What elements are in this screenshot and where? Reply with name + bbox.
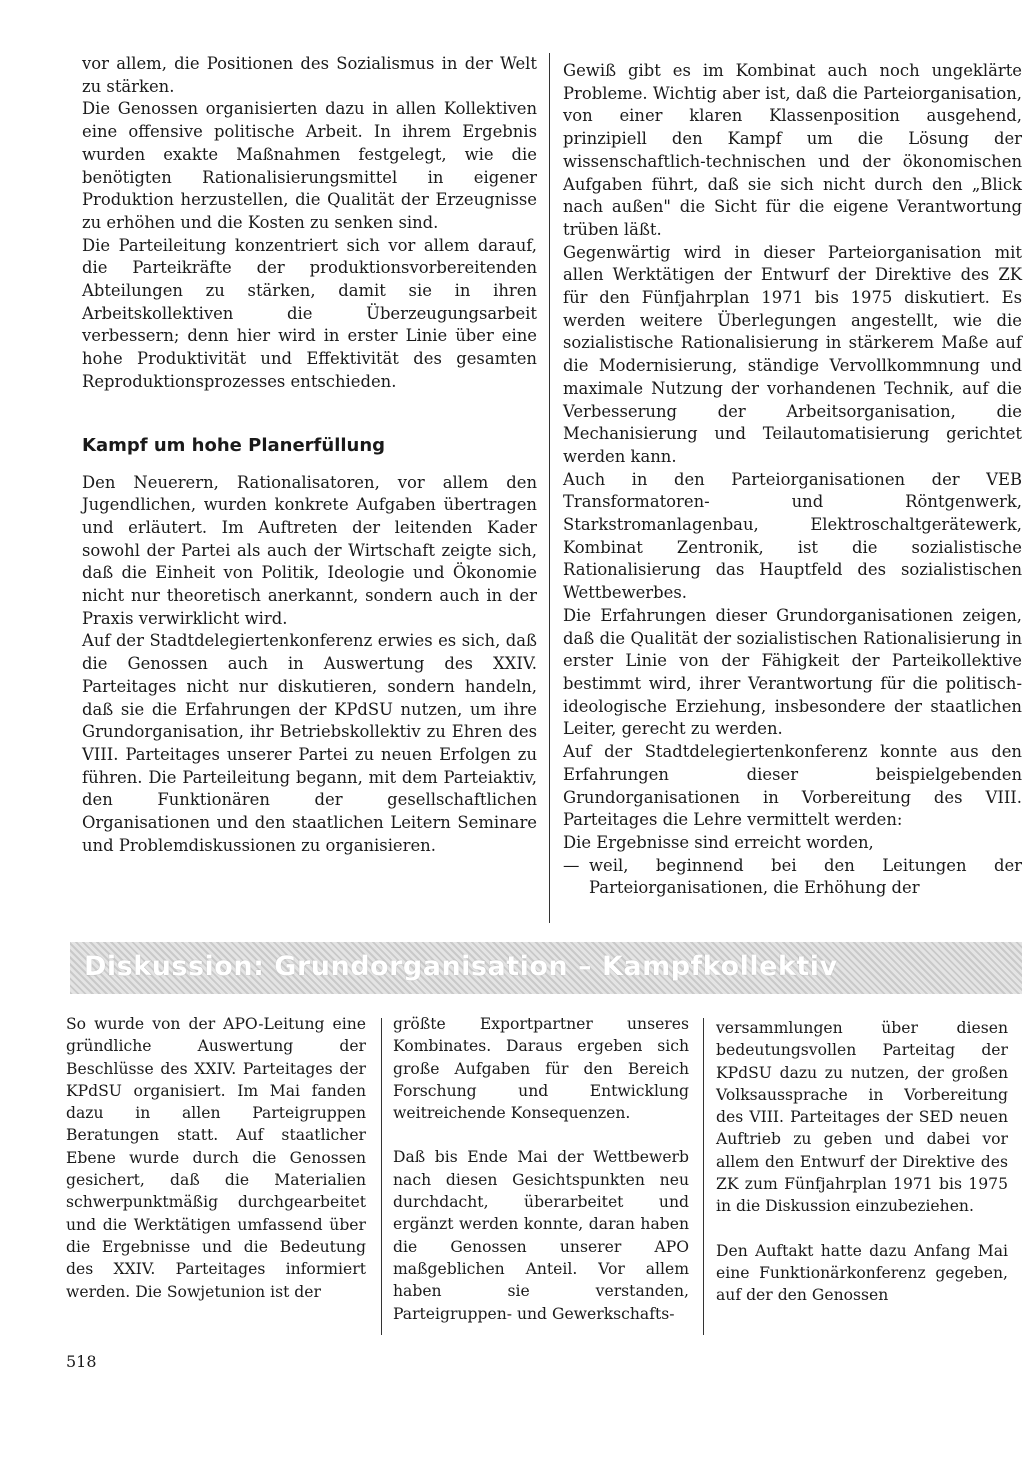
paragraph: Die Erfahrungen dieser Grundorganisationen zeigen, daß die Qualität der sozialistischen Rationalisierung in erster Linie von der Fähigkeit der Parteikollektive bestimmt wird, ihrer Verantwortung für die politisch-ideologische Erziehung, insbesondere der staatlichen Leiter, gerecht zu werden. [563, 605, 1022, 739]
page-number: 518 [66, 1352, 97, 1371]
upper-right-column [563, 60, 1022, 900]
column-divider [703, 1018, 704, 1335]
paragraph-gap [393, 1124, 689, 1146]
paragraph: Den Neuerern, Rationalisatoren, vor allem den Jugendlichen, wurden konkrete Aufgaben übertragen und erläutert. Im Auftreten der leitenden Kader sowohl der Partei als auch der Wirtschaft zeigte sich, daß die Einheit von Politik, Ideologie und Ökonomie nicht nur theoretisch anerkannt, sondern auch in der Praxis verwirklicht wird. [82, 472, 537, 628]
paragraph: vor allem, die Positionen des Sozialismus in der Welt zu stärken. [82, 54, 537, 96]
paragraph: Auf der Stadtdelegiertenkonferenz konnte aus den Erfahrungen dieser beispielgebenden Grundorganisationen in Vorbereitung des VIII. Parteitages die Lehre vermittelt werden: [563, 742, 1022, 830]
dash-list-item [563, 855, 1022, 900]
paragraph: Auf der Stadtdelegiertenkonferenz erwies es sich, daß die Genossen auch in Auswertung des XXIV. Parteitages nicht nur diskutieren, sondern handeln, daß sie die Erfahrungen der KPdSU nutzen, um ihre Grundorganisation, ihr Betriebskollektiv zu Ehren des VIII. Parteitages unserer Partei zu neuen Erfolgen zu führen. Die Parteileitung begann, mit dem Parteiaktiv, den Funktionären der gesellschaftlichen Organisationen und den staatlichen Leitern Seminare und Problemdiskussionen zu organisieren. [82, 631, 537, 855]
paragraph: Gegenwärtig wird in dieser Parteiorganisation mit allen Werktätigen der Entwurf der Direktive des ZK für den Fünfjahrplan 1971 bis 1975 diskutiert. Es werden weitere Überlegungen angestellt, wie die sozialistische Rationalisierung in stärkerem Maße auf die Modernisierung, ständige Vervollkommnung und maximale Nutzung der vorhandenen Technik, auf die Verbesserung der Arbeitsorganisation, die Mechanisierung und Teilautomatisierung gerichtet werden kann. [563, 242, 1022, 466]
paragraph: Gewiß gibt es im Kombinat auch noch ungeklärte Probleme. Wichtig aber ist, daß die Parteiorganisation, von einer klaren Klassenposition ausgehend, prinzipiell den Kampf um die Lösung der wissenschaftlich-technischen und der ökonomischen Aufgaben führt, daß sie sich nicht durch den „Blick nach außen" die Sicht für die eigene Verantwortung trüben läßt. [563, 61, 1022, 239]
paragraph-gap [716, 1218, 1008, 1240]
section-banner [70, 942, 1022, 994]
dash-marker: — [563, 855, 580, 875]
column-divider [381, 1018, 382, 1335]
lower-left-column [66, 1013, 366, 1303]
lower-middle-column [393, 1013, 689, 1325]
paragraph: Den Auftakt hatte dazu Anfang Mai eine Funktionärkonferenz gegeben, auf der den Genossen [716, 1241, 1008, 1305]
banner-title: Diskussion: Grundorganisation – Kampfkollektiv [84, 951, 838, 982]
upper-left-column [82, 53, 537, 858]
paragraph: Die Ergebnisse sind erreicht worden, [563, 832, 874, 852]
paragraph: Die Genossen organisierten dazu in allen Kollektiven eine offensive politische Arbeit. In ihrem Ergebnis wurden exakte Maßnahmen festgelegt, wie die benötigten Rationalisierungsmittel in eigener Produktion herzustellen, die Qualität der Erzeugnisse zu erhöhen und die Kosten zu senken sind. [82, 99, 537, 232]
paragraph: So wurde von der APO-Leitung eine gründliche Auswertung der Beschlüsse des XXIV. Parteitages der KPdSU organisiert. Im Mai fanden dazu in allen Parteigruppen Beratungen statt. Auf staatlicher Ebene wurde durch die Genossen gesichert, daß die Materialien schwerpunktmäßig durchgearbeitet und die Werktätigen umfassend über die Ergebnisse und die Bedeutung des XXIV. Parteitages informiert werden. Die Sowjetunion ist der [66, 1015, 366, 1301]
paragraph: größte Exportpartner unseres Kombinates. Daraus ergeben sich große Aufgaben für den Bereich Forschung und Entwicklung weitreichende Konsequenzen. [393, 1015, 689, 1123]
paragraph: Auch in den Parteiorganisationen der VEB Transformatoren- und Röntgenwerk, Starkstromanlagenbau, Elektroschaltgerätewerk, Kombinat Zentronik, ist die sozialistische Rationalisierung das Hauptfeld des sozialistischen Wettbewerbes. [563, 469, 1022, 603]
paragraph: versammlungen über diesen bedeutungsvollen Parteitag der KPdSU dazu zu nutzen, der großen Volksaussprache in Vorbereitung des VIII. Parteitages der SED neuen Auftrieb zu geben und dabei vor allem den Entwurf der Direktive des ZK zum Fünfjahrplan 1971 bis 1975 in die Diskussion einzubeziehen. [716, 1019, 1008, 1216]
paragraph: Die Parteileitung konzentriert sich vor allem darauf, die Parteikräfte der produktionsvorbereitenden Abteilungen zu stärken, damit sie in ihren Arbeitskollektiven die Überzeugungsarbeit verbessern; denn hier wird in erster Linie über eine hohe Produktivität und Effektivität des gesamten Reproduktionsprozesses entschieden. [82, 235, 537, 391]
list-item-text: weil, beginnend bei den Leitungen der Parteiorganisationen, die Erhöhung der [589, 855, 1022, 898]
column-divider [549, 53, 550, 923]
paragraph: Daß bis Ende Mai der Wettbewerb nach diesen Gesichtspunkten neu durchdacht, überarbeitet und ergänzt werden konnte, daran haben die Genossen unserer APO maßgeblichen Anteil. Vor allem haben sie verstanden, Parteigruppen- und Gewerkschafts- [393, 1148, 689, 1323]
section-heading: Kampf um hohe Planerfüllung [82, 434, 386, 456]
lower-right-column [716, 1017, 1008, 1307]
